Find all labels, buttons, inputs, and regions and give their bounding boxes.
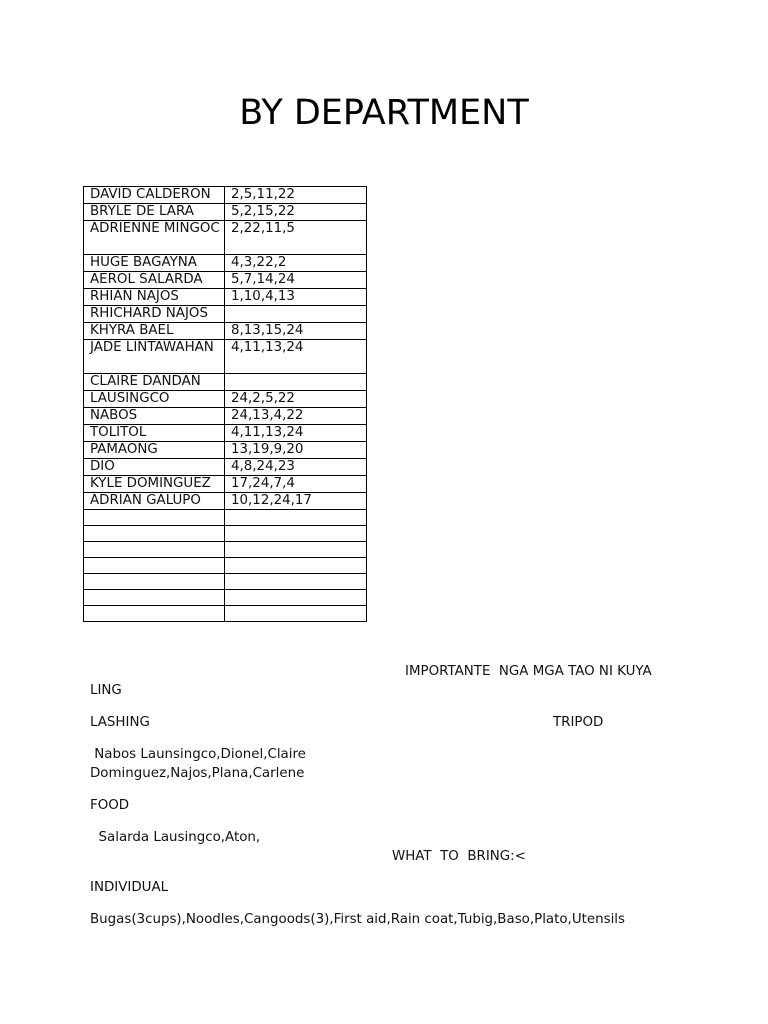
member-name: AEROL SALARDA (84, 272, 225, 289)
member-name (84, 590, 225, 606)
table-row-empty (84, 574, 367, 590)
table-row-empty (84, 526, 367, 542)
member-numbers (225, 574, 367, 590)
member-numbers: 4,11,13,24 (225, 425, 367, 442)
food-members: Salarda Lausingco,Aton, (90, 830, 261, 845)
member-numbers: 10,12,24,17 (225, 493, 367, 510)
table-row (84, 255, 367, 272)
table-row (84, 493, 367, 510)
table-row-empty (84, 542, 367, 558)
member-name: TOLITOL (84, 425, 225, 442)
table-row (84, 187, 367, 204)
member-name: DIO (84, 459, 225, 476)
member-numbers (225, 590, 367, 606)
member-numbers: 2,5,11,22 (225, 187, 367, 204)
individual-label: INDIVIDUAL (90, 880, 169, 895)
table-row (84, 476, 367, 493)
table-row (84, 459, 367, 476)
food-label: FOOD (90, 798, 130, 813)
member-name (84, 510, 225, 526)
what-to-bring-heading: WHAT TO BRING:< (392, 849, 526, 864)
important-heading: IMPORTANTE NGA MGA TAO NI KUYA (405, 664, 652, 679)
lashing-members-line-1: Nabos Launsingco,Dionel,Claire (90, 747, 306, 762)
member-name: BRYLE DE LARA (84, 204, 225, 221)
lashing-label: LASHING (90, 715, 150, 730)
member-numbers (225, 558, 367, 574)
member-numbers (225, 526, 367, 542)
department-table (83, 186, 367, 622)
member-numbers: 4,11,13,24 (225, 340, 367, 374)
member-name (84, 574, 225, 590)
important-heading-continuation: LING (90, 683, 122, 698)
member-name: NABOS (84, 408, 225, 425)
member-numbers (225, 510, 367, 526)
table-row-empty (84, 558, 367, 574)
member-name: RHIAN NAJOS (84, 289, 225, 306)
member-numbers: 13,19,9,20 (225, 442, 367, 459)
table-row-empty (84, 590, 367, 606)
member-name: JADE LINTAWAHAN (84, 340, 225, 374)
member-numbers: 5,2,15,22 (225, 204, 367, 221)
table-row (84, 272, 367, 289)
member-numbers: 24,2,5,22 (225, 391, 367, 408)
member-numbers (225, 306, 367, 323)
member-name (84, 558, 225, 574)
table-row (84, 374, 367, 391)
tripod-label: TRIPOD (553, 715, 604, 730)
member-name: RHICHARD NAJOS (84, 306, 225, 323)
lashing-members-line-2: Dominguez,Najos,Plana,Carlene (90, 766, 305, 781)
member-name: KYLE DOMINGUEZ (84, 476, 225, 493)
member-numbers: 2,22,11,5 (225, 221, 367, 255)
table-row (84, 221, 367, 255)
member-name: LAUSINGCO (84, 391, 225, 408)
member-name: CLAIRE DANDAN (84, 374, 225, 391)
member-name (84, 542, 225, 558)
member-numbers (225, 374, 367, 391)
member-numbers (225, 606, 367, 622)
member-name: ADRIAN GALUPO (84, 493, 225, 510)
table-row (84, 442, 367, 459)
member-numbers: 24,13,4,22 (225, 408, 367, 425)
member-name (84, 606, 225, 622)
member-numbers: 5,7,14,24 (225, 272, 367, 289)
member-name: PAMAONG (84, 442, 225, 459)
member-name: KHYRA BAEL (84, 323, 225, 340)
member-name: DAVID CALDERON (84, 187, 225, 204)
member-numbers: 17,24,7,4 (225, 476, 367, 493)
table-row-empty (84, 510, 367, 526)
table-row (84, 306, 367, 323)
table-row (84, 340, 367, 374)
member-numbers: 8,13,15,24 (225, 323, 367, 340)
table-row (84, 391, 367, 408)
member-numbers (225, 542, 367, 558)
table-row (84, 425, 367, 442)
member-numbers: 4,3,22,2 (225, 255, 367, 272)
table-row (84, 323, 367, 340)
individual-items: Bugas(3cups),Noodles,Cangoods(3),First aid,Rain coat,Tubig,Baso,Plato,Utensils (90, 912, 625, 927)
member-name: HUGE BAGAYNA (84, 255, 225, 272)
page-title: BY DEPARTMENT (239, 93, 529, 133)
member-name: ADRIENNE MINGOC (84, 221, 225, 255)
table-row (84, 204, 367, 221)
member-name (84, 526, 225, 542)
member-numbers: 1,10,4,13 (225, 289, 367, 306)
member-numbers: 4,8,24,23 (225, 459, 367, 476)
table-row (84, 289, 367, 306)
table-row-empty (84, 606, 367, 622)
table-row (84, 408, 367, 425)
